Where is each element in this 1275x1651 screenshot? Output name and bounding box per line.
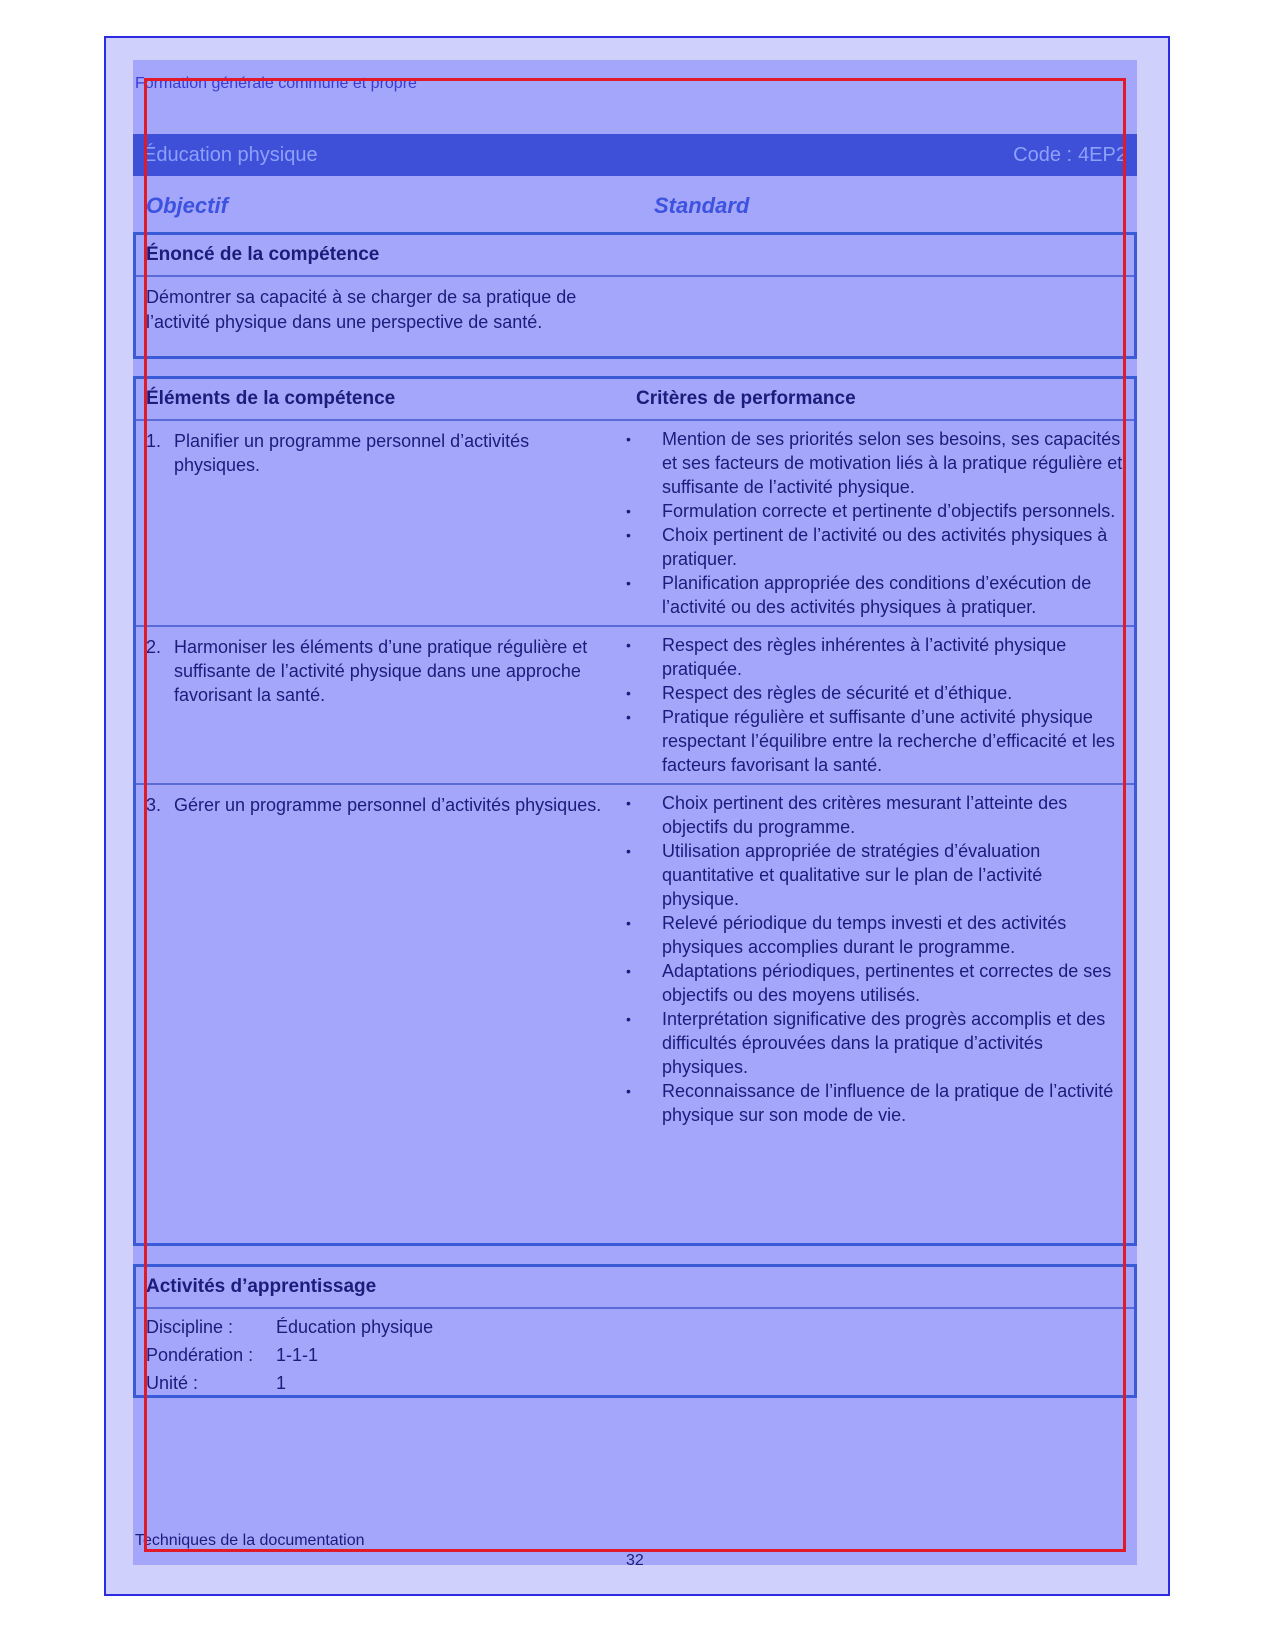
- criteria-cell: [626, 627, 1134, 783]
- code-label: Code :: [1013, 143, 1073, 166]
- standard-heading: Standard: [654, 193, 750, 218]
- criterion-text: Mention de ses priorités selon ses besoins, ses capacités et ses facteurs de motivation liés à la pratique régulière et suffisante de l’activité physique.: [662, 429, 1123, 497]
- elements-rows: [136, 421, 1134, 1133]
- criterion-text: Utilisation appropriée de stratégies d’évaluation quantitative et qualitative sur le plan de l’activité physique.: [662, 841, 1043, 909]
- criteria-cell: [626, 785, 1134, 1133]
- elements-box: [133, 376, 1137, 1246]
- element-text: Planifier un programme personnel d’activités physiques.: [174, 431, 530, 475]
- criterion-text: Choix pertinent de l’activité ou des activités physiques à pratiquer.: [662, 525, 1108, 569]
- criterion-text: Choix pertinent des critères mesurant l’atteinte des objectifs du programme.: [662, 793, 1068, 837]
- elements-heading: Éléments de la compétence: [146, 388, 396, 409]
- course-code: [1013, 144, 1127, 167]
- enonce-box: [133, 232, 1137, 359]
- criterion-item: [626, 681, 1124, 705]
- bullet-icon: •: [626, 575, 631, 591]
- subject-title: Éducation physique: [143, 143, 318, 166]
- bullet-icon: •: [626, 527, 631, 543]
- criterion-item: [626, 571, 1124, 619]
- bullet-icon: •: [626, 685, 631, 701]
- criterion-item: [626, 633, 1124, 681]
- criterion-item: [626, 523, 1124, 571]
- element-number: 1.: [146, 431, 162, 451]
- criterion-text: Adaptations périodiques, pertinentes et correctes de ses objectifs ou des moyens utilisés.: [662, 961, 1112, 1005]
- criterion-item: [626, 791, 1124, 839]
- criterion-item: [626, 705, 1124, 777]
- activity-key: Pondération :: [146, 1345, 254, 1365]
- element-text: Harmoniser les éléments d’une pratique régulière et suffisante de l’activité physique dans une approche favorisant la santé.: [174, 637, 588, 705]
- activity-key: Unité :: [146, 1373, 199, 1393]
- criterion-text: Pratique régulière et suffisante d’une activité physique respectant l’équilibre entre la recherche d’efficacité et les facteurs favorisant la santé.: [662, 707, 1115, 775]
- activity-key: Discipline :: [146, 1317, 234, 1337]
- criterion-text: Formulation correcte et pertinente d’objectifs personnels.: [662, 501, 1116, 521]
- criteria-heading: Critères de performance: [636, 388, 856, 409]
- criterion-text: Relevé périodique du temps investi et des activités physiques accomplies durant le programme.: [662, 913, 1067, 957]
- bullet-icon: •: [626, 1083, 631, 1099]
- activity-value: Éducation physique: [276, 1317, 434, 1337]
- code-value: 4EP2: [1078, 143, 1127, 166]
- activity-value: 1-1-1: [276, 1345, 319, 1365]
- bullet-icon: •: [626, 709, 631, 725]
- bullet-icon: •: [626, 431, 631, 447]
- element-cell: [136, 627, 626, 783]
- running-title: Formation générale commune et propre: [135, 75, 417, 92]
- activities-heading: Activités d’apprentissage: [136, 1267, 1134, 1309]
- criterion-text: Reconnaissance de l’influence de la pratique de l’activité physique sur son mode de vie.: [662, 1081, 1114, 1125]
- activities-lines: [136, 1309, 1134, 1397]
- objective-standard-row: [146, 193, 1126, 219]
- element-cell: [136, 785, 626, 1133]
- activities-box: [133, 1264, 1137, 1398]
- criterion-item: [626, 427, 1124, 499]
- criterion-item: [626, 499, 1124, 523]
- element-text: Gérer un programme personnel d’activités physiques.: [174, 795, 602, 815]
- element-row: [136, 625, 1134, 783]
- activity-value: 1: [276, 1373, 287, 1393]
- criterion-item: [626, 911, 1124, 959]
- enonce-text: Démontrer sa capacité à se charger de sa pratique de l’activité physique dans une perspective de santé.: [146, 287, 577, 332]
- criterion-item: [626, 959, 1124, 1007]
- element-row: [136, 783, 1134, 1133]
- criterion-text: Respect des règles inhérentes à l’activité physique pratiquée.: [662, 635, 1067, 679]
- element-number: 2.: [146, 637, 162, 657]
- criterion-item: [626, 1007, 1124, 1079]
- criteria-cell: [626, 421, 1134, 625]
- bullet-icon: •: [626, 503, 631, 519]
- criterion-item: [626, 839, 1124, 911]
- element-number: 3.: [146, 795, 162, 815]
- footer-program: Techniques de la documentation: [135, 1532, 365, 1549]
- objective-heading: Objectif: [146, 193, 228, 218]
- activity-line: [136, 1341, 1134, 1369]
- element-cell: [136, 421, 626, 625]
- bullet-icon: •: [626, 915, 631, 931]
- criterion-item: [626, 1079, 1124, 1127]
- bullet-icon: •: [626, 637, 631, 653]
- criterion-text: Interprétation significative des progrès accomplis et des difficultés éprouvées dans la pratique d’activités physiques.: [662, 1009, 1106, 1077]
- elements-header: [136, 379, 1134, 421]
- subject-title-bar: [133, 134, 1137, 176]
- bullet-icon: •: [626, 843, 631, 859]
- bullet-icon: •: [626, 1011, 631, 1027]
- criterion-text: Planification appropriée des conditions d’exécution de l’activité ou des activités physiques à pratiquer.: [662, 573, 1092, 617]
- activity-line: [136, 1313, 1134, 1341]
- bullet-icon: •: [626, 795, 631, 811]
- criterion-text: Respect des règles de sécurité et d’éthique.: [662, 683, 1013, 703]
- enonce-heading: Énoncé de la compétence: [136, 235, 1134, 277]
- page-number: 32: [626, 1552, 644, 1569]
- bullet-icon: •: [626, 963, 631, 979]
- activity-line: [136, 1369, 1134, 1397]
- element-row: [136, 421, 1134, 625]
